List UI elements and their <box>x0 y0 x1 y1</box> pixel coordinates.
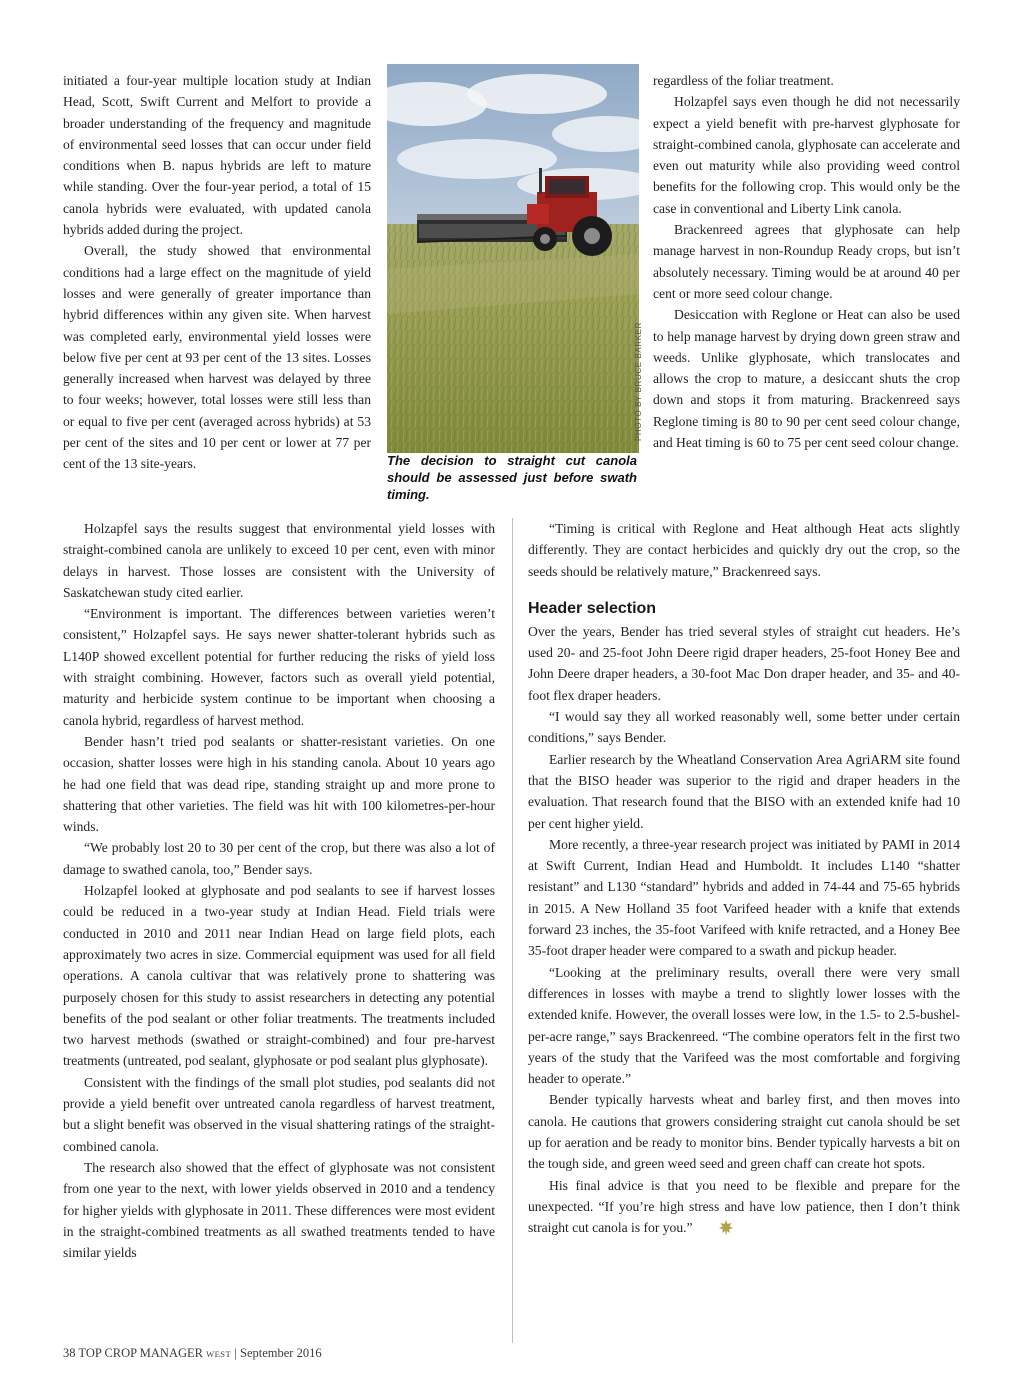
body-paragraph: Holzapfel says even though he did not necessarily expect a yield benefit with pre-harvest glyphosate for straight-combined canola, glyphosate can accelerate and even out maturity while also providing weed control benefits for the following crop. This would only be the case in conventional and Liberty Link canola. <box>653 94 960 216</box>
body-paragraph: “Environment is important. The differences between varieties weren’t consistent,” Holzapfel says. He says newer shatter-tolerant hybrids such as L140P showed excellent potential for further reducing the risks of yield loss with straight combining. However, factors such as overall yield potential, maturity and herbicide system continue to be important when choosing a canola hybrid, regardless of harvest method. <box>63 606 495 728</box>
right-main-column <box>528 518 960 1242</box>
photo-caption: The decision to straight cut canola should be assessed just before swath timing. <box>387 453 637 502</box>
magazine-edition: WEST <box>206 1349 232 1359</box>
body-paragraph: Earlier research by the Wheatland Conservation Area AgriARM site found that the BISO header was superior to the rigid and draper headers in the evaluation. That research found that the BISO with an extended knife had 10 per cent higher yield. <box>528 751 960 831</box>
body-paragraph: Brackenreed agrees that glyphosate can help manage harvest in non-Roundup Ready crops, but isn’t absolutely necessary. Timing would be at around 40 per cent or more seed colour change. <box>653 222 960 301</box>
page-number: 38 <box>63 1346 76 1360</box>
final-paragraph <box>528 1175 960 1242</box>
body-paragraph: regardless of the foliar treatment. <box>653 73 834 88</box>
tractor-swather-photo <box>387 64 639 453</box>
body-paragraph: More recently, a three-year research project was initiated by PAMI in 2014 at Swift Current, Indian Head and Humboldt. It includes L140 “shatter resistant” and L130 “standard” hybrids and added in 74-44 and 75-65 hybrids in 2015. A New Holland 35 foot Varifeed header with a knife that extends forward 23 inches, the 35-foot Varifeed with knife retracted, and a Honey Bee 35-foot draper header were compared to a swath and pickup header. <box>528 836 960 959</box>
body-paragraph: “Looking at the preliminary results, overall there were very small differences in losses with maybe a trend to slightly lower losses with the extended knife. However, the overall losses were low, in the 1.5- to 2.5-bushel-per-acre range,” says Brackenreed. “The combine operators felt in the first two years of the study that the Varifeed was the most comfortable and forgiving header to operate.” <box>528 964 960 1087</box>
body-paragraph: Holzapfel says the results suggest that environmental yield losses with straight-combined canola are unlikely to exceed 10 per cent, even with minor delays in harvest. Those losses are consistent with the University of Saskatchewan study cited earlier. <box>63 521 495 600</box>
photo-credit: PHOTO BY BRUCE BARKER <box>634 322 643 441</box>
body-paragraph: Desiccation with Reglone or Heat can also be used to help manage harvest by drying down green straw and weeds. Unlike glyphosate, which translocates and allows the crop to mature, a desiccant shuts the crop down and stops it from maturing. Brackenreed says Reglone timing is 80 to 90 per cent seed colour change, and Heat timing is 60 to 75 per cent seed colour change. <box>653 307 960 451</box>
body-paragraph: Overall, the study showed that environmental conditions had a large effect on the magnitude of yield losses and were generally of greater importance than hybrid differences within any given site. When harvest was completed early, environmental yield losses were below five per cent at 93 per cent of the 13 sites. Losses generally increased when harvest was delayed by three to four weeks; however, total losses were still less than or equal to five per cent (averaged across hybrids) at 53 per cent of the sites and 10 per cent or lower at 77 per cent of the 13 site-years. <box>63 243 371 472</box>
body-paragraph: Consistent with the findings of the small plot studies, pod sealants did not provide a yield benefit over untreated canola regardless of harvest treatment, but a slight benefit was observed in the visual shattering ratings of the straight-combined canola. <box>63 1074 495 1154</box>
section-heading: Header selection <box>528 599 657 617</box>
body-paragraph: “We probably lost 20 to 30 per cent of the crop, but there was also a lot of damage to swathed canola, too,” Bender says. <box>63 840 495 877</box>
page-footer <box>63 1346 322 1361</box>
issue-date: September 2016 <box>240 1346 322 1360</box>
body-paragraph: “Timing is critical with Reglone and Heat although Heat acts slightly differently. They are contact herbicides and quickly dry out the crop, so the seeds should be relatively mature,” Brackenreed says. <box>528 521 960 579</box>
body-paragraph: Over the years, Bender has tried several styles of straight cut headers. He’s used 20- and 25-foot John Deere rigid draper headers, 25-foot Honey Bee and John Deere draper headers, a 30-foot Mac Don draper header, and 35- and 40-foot flex draper headers. <box>528 623 960 703</box>
body-paragraph: Holzapfel looked at glyphosate and pod sealants to see if harvest losses could be reduced in a two-year study at Indian Head. Field trials were conducted in 2010 and 2011 near Indian Head on large field plots, each approximately two acres in size. Commercial equipment was used for all field operations. A canola cultivar that was relatively prone to shattering was purposely chosen for this study to assist researchers in detecting any potential benefits of the pod sealant or other foliar treatments. The treatments included two harvest methods (swathed or straight-combined) and four pre-harvest treatments (untreated, pod sealant, glyphosate or pod sealant plus glyphosate). <box>63 883 495 1069</box>
leaf-icon <box>697 1219 734 1241</box>
left-top-column <box>63 70 371 475</box>
body-paragraph: Bender typically harvests wheat and barley first, and then moves into canola. He cautions that growers considering straight cut canola should be set up for aeration and be ready to monitor bins. Bender typically harvests a bit on the tough side, and green weed seed and green chaff can create hot spots. <box>528 1092 960 1172</box>
body-paragraph: “I would say they all worked reasonably well, some better under certain conditions,” says Bender. <box>528 709 960 746</box>
column-divider <box>512 518 513 1343</box>
final-paragraph-text: His final advice is that you need to be flexible and prepare for the unexpected. “If you’re high stress and have low patience, then I don’t think straight cut canola is for you.” <box>528 1177 960 1236</box>
footer-separator: | <box>234 1346 237 1360</box>
left-main-column <box>63 518 495 1263</box>
body-paragraph: Bender hasn’t tried pod sealants or shatter-resistant varieties. On one occasion, shatter losses were high in his standing canola. About 10 years ago he had one field that was dead ripe, standing straight up and more prone to shattering that other varieties. The field was hit with 100 kilometres-per-hour winds. <box>63 733 495 835</box>
magazine-name: TOP CROP MANAGER <box>78 1346 203 1360</box>
body-paragraph: initiated a four-year multiple location study at Indian Head, Scott, Swift Current and Melfort to provide a broader understanding of the frequency and magnitude of environmental seed losses that can occur under field conditions when B. napus hybrids are left to mature while standing. Over the four-year period, a total of 15 canola hybrids were evaluated, with updated canola hybrids added during the project. <box>63 73 371 238</box>
body-paragraph: The research also showed that the effect of glyphosate was not consistent from one year to the next, with lower yields observed in 2010 and a tendency for higher yields with glyphosate in 2011. These differences were most evident in the straight-combined treatments as all swathed treatments tended to have similar yields <box>63 1159 495 1261</box>
right-top-column <box>653 70 960 453</box>
